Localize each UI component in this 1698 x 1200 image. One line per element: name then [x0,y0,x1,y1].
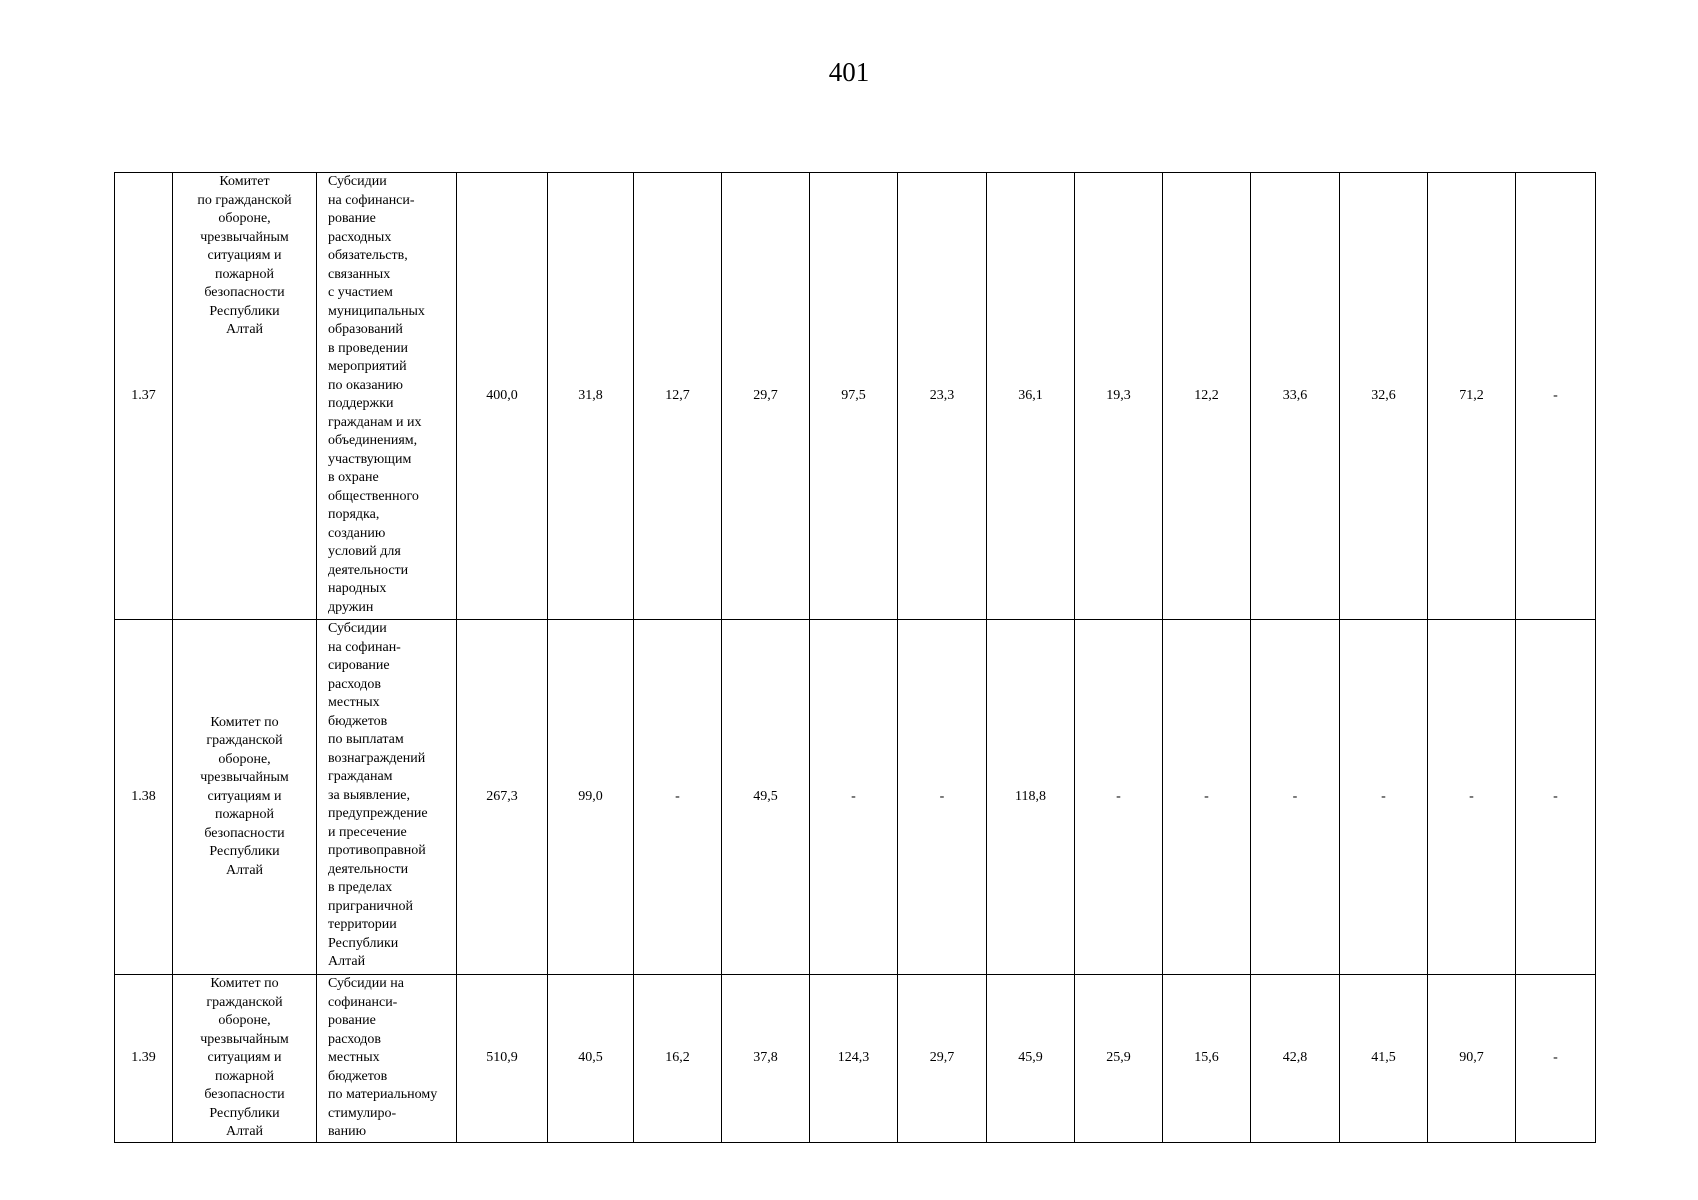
value-cell: - [810,620,898,975]
value-cell: 15,6 [1163,975,1251,1143]
value-cell: - [1516,173,1596,620]
value-cell: - [634,620,722,975]
value-cell: 12,7 [634,173,722,620]
value-cell: 25,9 [1075,975,1163,1143]
value-cell: 124,3 [810,975,898,1143]
value-cell: 19,3 [1075,173,1163,620]
value-cell: - [1516,975,1596,1143]
row-number: 1.38 [115,620,173,975]
table-row [115,620,1596,975]
value-cell: - [1428,620,1516,975]
value-cell: - [1075,620,1163,975]
organization-cell: Комитет по гражданской обороне, чрезвычайным ситуациям и пожарной безопасности Республики Алтай [173,173,317,620]
value-cell: - [898,620,987,975]
value-cell: 42,8 [1251,975,1340,1143]
value-cell: 41,5 [1340,975,1428,1143]
value-cell: 37,8 [722,975,810,1143]
value-cell: 71,2 [1428,173,1516,620]
value-cell: 23,3 [898,173,987,620]
value-cell: 36,1 [987,173,1075,620]
value-cell: 267,3 [457,620,548,975]
value-cell: 12,2 [1163,173,1251,620]
table-row [115,975,1596,1143]
value-cell: 29,7 [898,975,987,1143]
value-cell: - [1163,620,1251,975]
value-cell: 400,0 [457,173,548,620]
value-cell: 32,6 [1340,173,1428,620]
value-cell: 118,8 [987,620,1075,975]
page-number: 401 [828,57,870,87]
organization-cell: Комитет по гражданской обороне, чрезвычайным ситуациям и пожарной безопасности Республики Алтай [173,975,317,1143]
description-cell: Субсидии на софинанси- рование расходных обязательств, связанных с участием муниципальных образований в проведении мероприятий по оказанию поддержки гражданам и их объединениям, участвующим в охране общественного порядка, созданию условий для деятельности народных дружин [317,173,457,620]
value-cell: - [1340,620,1428,975]
row-number: 1.39 [115,975,173,1143]
value-cell: 99,0 [548,620,634,975]
row-number: 1.37 [115,173,173,620]
value-cell: 90,7 [1428,975,1516,1143]
table-row [115,173,1596,620]
value-cell: 49,5 [722,620,810,975]
budget-table [114,172,1596,1143]
value-cell: 40,5 [548,975,634,1143]
description-cell: Субсидии на софинан- сирование расходов местных бюджетов по выплатам вознаграждений гражданам за выявление, предупреждение и пресечение противоправной деятельности в пределах приграничной территории Республики Алтай [317,620,457,975]
value-cell: 31,8 [548,173,634,620]
value-cell: 45,9 [987,975,1075,1143]
value-cell: - [1251,620,1340,975]
organization-cell: Комитет по гражданской обороне, чрезвычайным ситуациям и пожарной безопасности Республики Алтай [173,620,317,975]
value-cell: 33,6 [1251,173,1340,620]
value-cell: 97,5 [810,173,898,620]
description-cell: Субсидии на софинанси- рование расходов местных бюджетов по материальному стимулиро- ванию [317,975,457,1143]
value-cell: - [1516,620,1596,975]
value-cell: 510,9 [457,975,548,1143]
value-cell: 29,7 [722,173,810,620]
value-cell: 16,2 [634,975,722,1143]
